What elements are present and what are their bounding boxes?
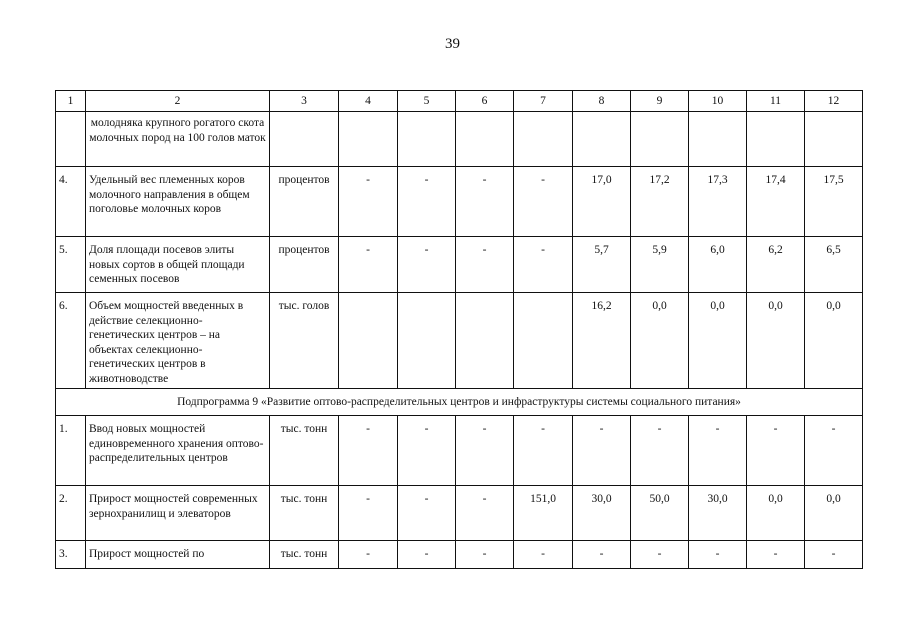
table-row [56,112,863,167]
value-cell [631,112,689,167]
indicator-name: Прирост мощностей современных зернохранилищ и элеваторов [86,486,270,541]
value-cell [514,293,573,389]
column-header: 1 [56,91,86,112]
value-cell: 50,0 [631,486,689,541]
value-cell: 0,0 [747,486,805,541]
value-cell: 17,3 [689,167,747,237]
value-cell: - [398,486,456,541]
value-cell [689,112,747,167]
column-header: 12 [805,91,863,112]
value-cell: - [747,416,805,486]
row-number: 4. [56,167,86,237]
value-cell: - [514,237,573,293]
unit-cell: тыс. тонн [270,486,339,541]
value-cell: 0,0 [747,293,805,389]
unit-cell: тыс. тонн [270,416,339,486]
value-cell: - [398,167,456,237]
value-cell: - [398,416,456,486]
unit-cell: процентов [270,237,339,293]
row-number: 3. [56,541,86,569]
indicator-name: Прирост мощностей по [86,541,270,569]
value-cell: - [514,167,573,237]
subprogram-row [56,389,863,416]
value-cell: 151,0 [514,486,573,541]
indicator-name: молодняка крупного рогатого скота молочных пород на 100 голов маток [86,112,270,167]
table-row [56,237,863,293]
value-cell: - [456,416,514,486]
value-cell [573,112,631,167]
page-number: 39 [445,36,460,52]
row-number [56,112,86,167]
table-row [56,416,863,486]
value-cell: 0,0 [805,486,863,541]
indicator-name: Доля площади посевов элиты новых сортов в общей площади семенных посевов [86,237,270,293]
value-cell: - [339,167,398,237]
value-cell: - [339,416,398,486]
value-cell: - [689,541,747,569]
value-cell [514,112,573,167]
column-header: 10 [689,91,747,112]
value-cell [339,112,398,167]
value-cell: - [747,541,805,569]
value-cell: 17,0 [573,167,631,237]
value-cell: - [339,237,398,293]
table-row [56,541,863,569]
value-cell [456,112,514,167]
column-header: 2 [86,91,270,112]
value-cell: 6,2 [747,237,805,293]
unit-cell: процентов [270,167,339,237]
row-number: 1. [56,416,86,486]
value-cell: - [398,237,456,293]
row-number: 2. [56,486,86,541]
row-number: 6. [56,293,86,389]
indicator-name: Ввод новых мощностей единовременного хранения оптово-распределительных центров [86,416,270,486]
row-number: 5. [56,237,86,293]
value-cell: - [456,486,514,541]
value-cell [456,293,514,389]
indicators-table [55,90,863,569]
value-cell: - [805,541,863,569]
value-cell: - [573,416,631,486]
value-cell: - [339,541,398,569]
table-row [56,293,863,389]
value-cell: 6,5 [805,237,863,293]
unit-cell: тыс. тонн [270,541,339,569]
table-row [56,167,863,237]
value-cell: 0,0 [631,293,689,389]
column-header: 3 [270,91,339,112]
column-header: 11 [747,91,805,112]
column-header: 7 [514,91,573,112]
indicator-name: Удельный вес племенных коров молочного направления в общем поголовье молочных коров [86,167,270,237]
column-header: 5 [398,91,456,112]
value-cell: - [456,237,514,293]
value-cell: - [631,541,689,569]
table-body [56,91,863,569]
value-cell: 30,0 [689,486,747,541]
column-header: 8 [573,91,631,112]
value-cell [339,293,398,389]
value-cell: - [456,167,514,237]
value-cell: - [631,416,689,486]
value-cell: - [456,541,514,569]
value-cell: 5,9 [631,237,689,293]
value-cell: 6,0 [689,237,747,293]
value-cell [398,112,456,167]
value-cell: - [398,541,456,569]
value-cell: - [514,416,573,486]
value-cell: 17,2 [631,167,689,237]
value-cell: 17,5 [805,167,863,237]
value-cell: - [573,541,631,569]
value-cell: 0,0 [805,293,863,389]
value-cell: 5,7 [573,237,631,293]
table-row [56,486,863,541]
column-header: 6 [456,91,514,112]
value-cell: 30,0 [573,486,631,541]
value-cell: - [514,541,573,569]
value-cell: 17,4 [747,167,805,237]
unit-cell [270,112,339,167]
value-cell: - [689,416,747,486]
indicator-name: Объем мощностей введенных в действие селекционно-генетических центров – на объектах селекционно-генетических центров в животноводстве [86,293,270,389]
value-cell: 16,2 [573,293,631,389]
header-row [56,91,863,112]
value-cell: - [339,486,398,541]
subprogram-title: Подпрограмма 9 «Развитие оптово-распределительных центров и инфраструктуры системы социального питания» [56,389,863,416]
value-cell [805,112,863,167]
value-cell [747,112,805,167]
value-cell: - [805,416,863,486]
value-cell [398,293,456,389]
value-cell: 0,0 [689,293,747,389]
column-header: 4 [339,91,398,112]
unit-cell: тыс. голов [270,293,339,389]
column-header: 9 [631,91,689,112]
